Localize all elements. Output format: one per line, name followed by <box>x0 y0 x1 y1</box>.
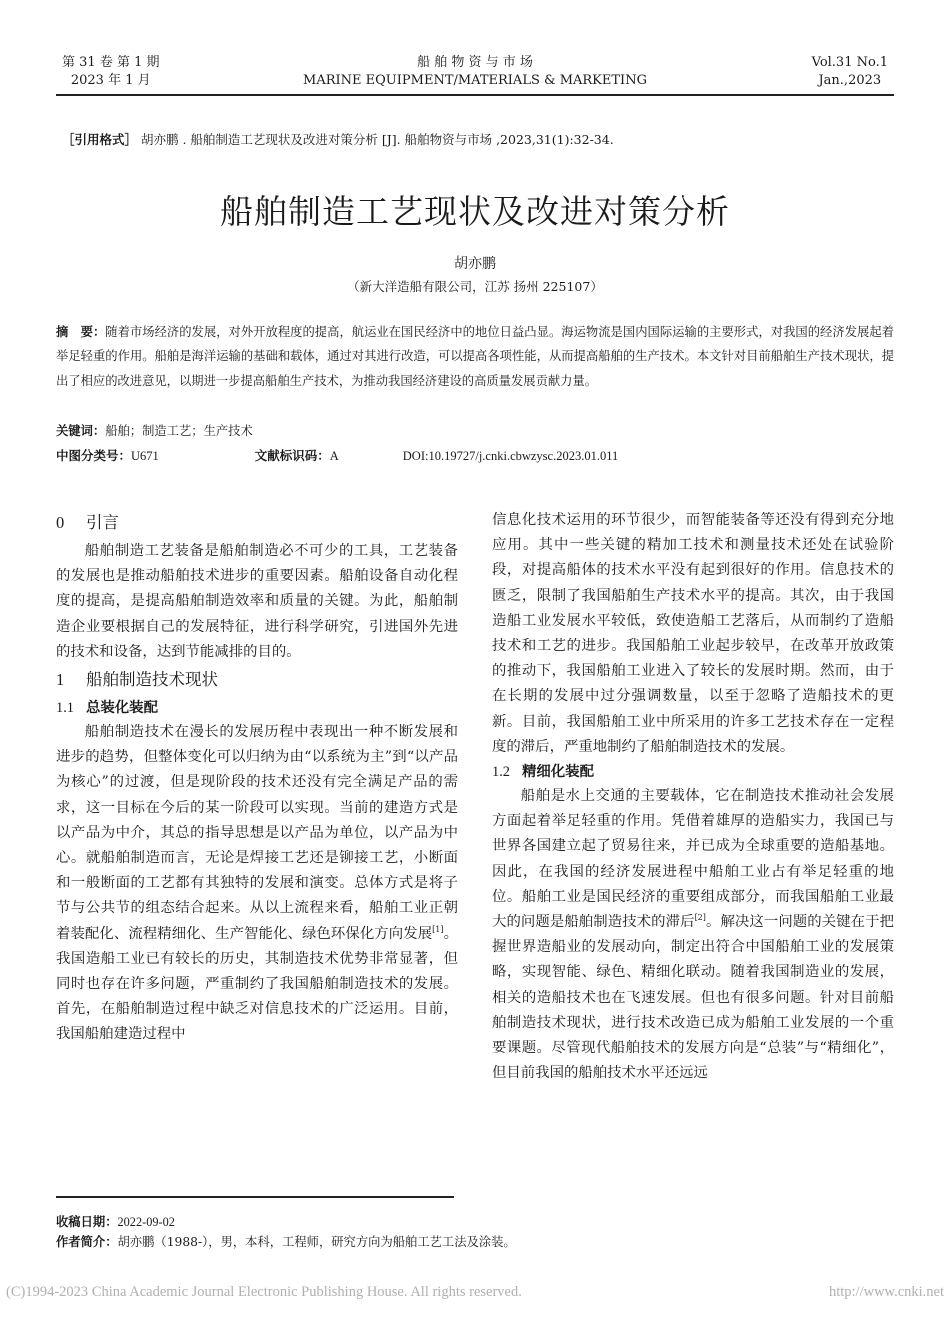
bio-value: 胡亦鹏（1988-），男，本科，工程师，研究方向为船舶工艺工法及涂装。 <box>117 1235 516 1249</box>
author-name: 胡亦鹏 <box>454 256 496 272</box>
journal-name-en: MARINE EQUIPMENT/MATERIALS & MARKETING <box>303 73 647 88</box>
bio-label: 作者简介： <box>56 1235 118 1249</box>
subsection-1-2-heading <box>492 760 894 784</box>
author-affiliation: （新大洋造船有限公司，江苏 扬州 225107） <box>347 279 603 294</box>
classification-line <box>56 446 894 464</box>
date-en: Jan.,2023 <box>818 73 882 88</box>
paper-title: 船舶制造工艺现状及改进对策分析 <box>220 192 730 231</box>
reference-mark[interactable]: [2] <box>694 913 706 923</box>
journal-volume-en <box>812 54 888 90</box>
body-right-column <box>492 508 894 1086</box>
reference-mark[interactable]: [1] <box>432 924 444 934</box>
body-left-column <box>56 508 458 1048</box>
keywords-label: 关键词： <box>56 424 106 438</box>
section-number: 1 <box>56 670 65 690</box>
subsection-number: 1.1 <box>56 700 74 717</box>
section-number: 0 <box>56 513 65 532</box>
abstract-text: 随着市场经济的发展，对外开放程度的提高，航运业在国民经济中的地位日益凸显。海运物流是国内国际运输的主要形式，对我国的经济发展起着举足轻重的作用。船舶是海洋运输的基础和载体，通过对其进行改造，可以提高各项性能，从而提高船舶的生产技术。本文针对目前船舶生产技术现状，提出了相应的改进意见，以期进一步提高船舶生产技术，为推动我国经济建设的高质量发展贡献力量。 <box>56 325 894 388</box>
author-bio <box>56 1232 516 1250</box>
received-date <box>56 1212 175 1230</box>
paragraph-text: 船舶是水上交通的主要载体，它在制造技术推动社会发展方面起着举足轻重的作用。凭借着雄厚的造船实力，我国已与世界各国建立起了贸易往来，并已成为全球重要的造船基地。因此，在我国的经济发展进程中船舶工业占有举足轻重的地位。船舶工业是国民经济的重要组成部分，而我国船舶工业最大的问题是船舶制造技术的滞后 <box>492 788 894 931</box>
received-value: 2022-09-02 <box>117 1215 175 1229</box>
citation-text: 胡亦鹏 . 船舶制造工艺现状及改进对策分析 [J]. 船舶物资与市场 ,2023,31(1):32-34. <box>141 132 614 147</box>
publication-date: 2023 年 1 月 <box>70 73 151 88</box>
keywords <box>56 421 253 439</box>
cnki-link[interactable]: http://www.cnki.net <box>828 1284 944 1300</box>
doc-code-value: A <box>329 449 339 463</box>
abstract-label: 摘 要： <box>56 325 106 339</box>
copyright-text: (C)1994-2023 China Academic Journal Electronic Publishing House. All rights reserved. <box>6 1284 522 1300</box>
header-rule <box>56 94 894 96</box>
journal-name-cn: 船 舶 物 资 与 市 场 <box>417 55 533 70</box>
paragraph <box>492 784 894 1086</box>
volume-number-en: Vol.31 No.1 <box>811 55 888 70</box>
abstract <box>56 320 894 393</box>
subsection-1-1-heading <box>56 696 458 720</box>
paragraph: 船舶制造工艺装备是船舶制造必不可少的工具，工艺装备的发展也是推动船舶技术进步的重要因素。船舶设备自动化程度的提高，是提高船舶制造效率和质量的关键。为此，船舶制造企业要根据自己的发展特征，进行科学研究，引进国外先进的技术和设备，达到节能减排的目的。 <box>56 543 458 660</box>
section-1-heading <box>56 667 458 693</box>
footnote-rule <box>56 1196 454 1198</box>
section-0-heading <box>56 510 458 536</box>
clc-label: 中图分类号： <box>56 448 132 463</box>
clc-value: U671 <box>131 449 159 463</box>
paragraph-text: 。解决这一问题的关键在于把握世界造船业的发展动向，制定出符合中国船舶工业的发展策略，实现智能、绿色、精细化联动。随着我国制造业的发展，相关的造船技术也在飞速发展。但也有很多问题。针对目前船舶制造技术现状，进行技术改造已成为船舶工业发展的一个重要课题。尽管现代船舶技术的发展方向是“总装”与“精细化”，但目前我国的船舶技术水平还远远 <box>492 914 894 1082</box>
doc-code-label: 文献标识码： <box>254 448 330 463</box>
doi: DOI:10.19727/j.cnki.cbwzysc.2023.01.011 <box>402 449 619 463</box>
volume-issue: 第 31 卷 第 1 期 <box>62 55 160 70</box>
subsection-title: 精细化装配 <box>522 764 594 781</box>
section-title: 引言 <box>86 513 119 532</box>
subsection-title: 总装化装配 <box>86 700 158 717</box>
citation-format <box>62 130 614 148</box>
journal-name <box>0 54 950 90</box>
citation-label: ［引用格式］ <box>62 132 138 147</box>
keywords-text: 船舶；制造工艺；生产技术 <box>105 424 253 438</box>
paragraph: 信息化技术运用的环节很少，而智能装备等还没有得到充分地应用。其中一些关键的精加工技术和测量技术还处在试验阶段，对提高船体的技术水平没有起到很好的作用。信息技术的匮乏，限制了我国船舶生产技术水平的提高。其次，由于我国造船工业发展水平较低，致使造船工艺落后，从而制约了造船技术和工艺的进步。我国船舶工业起步较早，在改革开放政策的推动下，我国船舶工业进入了较长的发展时期。然而，由于在长期的发展中过分强调数量，以至于忽略了造船技术的更新。目前，我国船舶工业中所采用的许多工艺技术存在一定程度的滞后，严重地制约了船舶制造技术的发展。 <box>492 512 894 755</box>
paragraph-text: 船舶制造技术在漫长的发展历程中表现出一种不断发展和进步的趋势，但整体变化可以归纳为由“以系统为主”到“以产品为核心”的过渡，但是现阶段的技术还没有完全满足产品的需求，这一目标在今后的某一阶段可以实现。当前的建造方式是以产品为中介，其总的指导思想是以产品为单位，以产品为中心。就船舶制造而言，无论是焊接工艺还是铆接工艺，小断面和一般断面的工艺都有其独特的发展和演变。总体方式是将子节与公共节的组态结合起来。从以上流程来看，船舶工业正朝着装配化、流程精细化、生产智能化、绿色环保化方向发展 <box>56 724 458 942</box>
section-title: 船舶制造技术现状 <box>86 670 218 690</box>
paragraph <box>56 720 458 1048</box>
received-label: 收稿日期： <box>56 1215 118 1229</box>
subsection-number: 1.2 <box>492 764 510 781</box>
paragraph-text: 。我国造船工业已有较长的历史，其制造技术优势非常显著，但同时也存在许多问题，严重制约了我国船舶制造技术的发展。首先，在船舶制造过程中缺乏对信息技术的广泛运用。目前，我国船舶建造过程中 <box>56 925 458 1043</box>
